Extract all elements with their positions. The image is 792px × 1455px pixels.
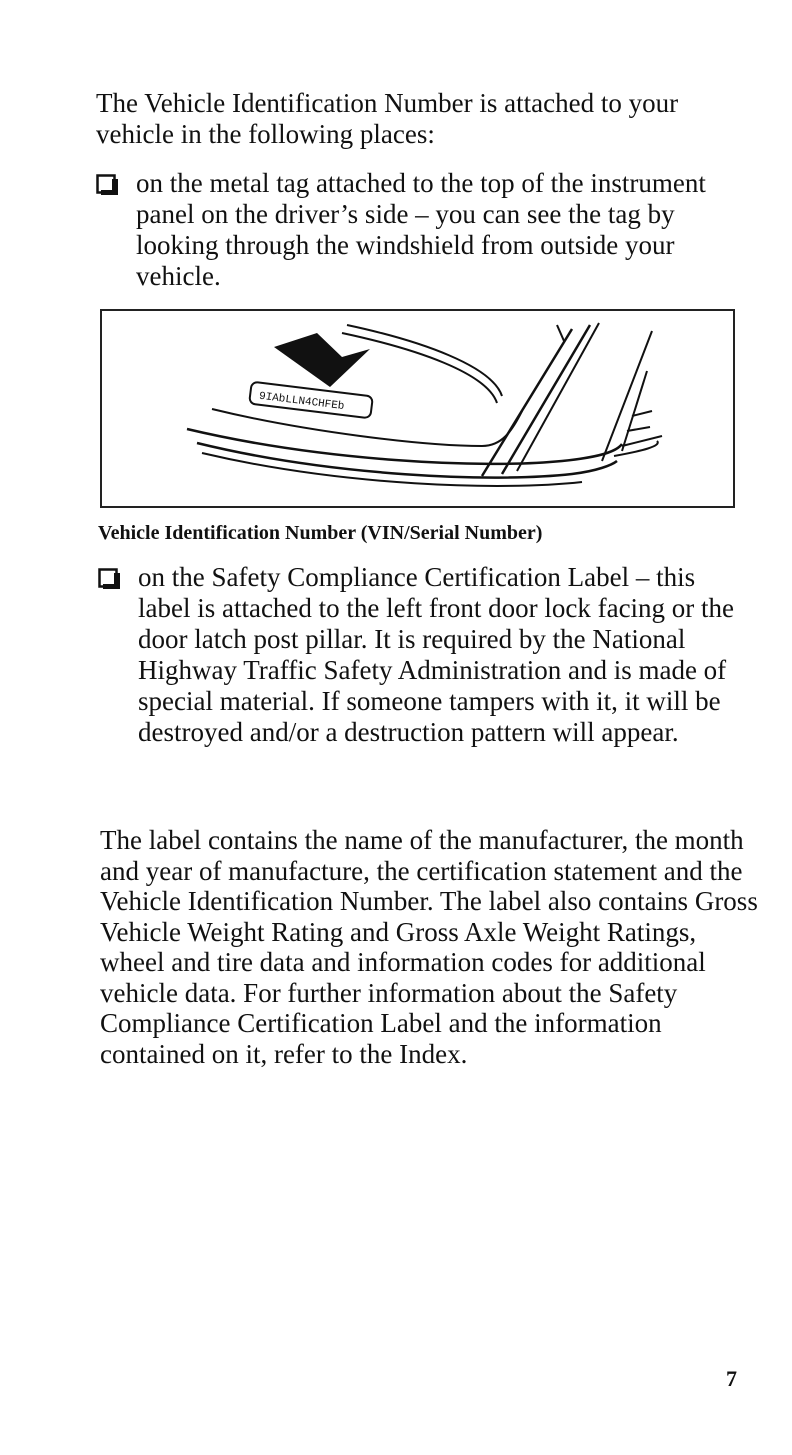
vin-tag-illustration <box>100 309 735 508</box>
list-item-text: on the metal tag attached to the top of the instrument panel on the driver’s side – you can see the tag by looking through the windshield from outside your vehicle. <box>136 168 706 291</box>
checkbox-bullet-icon <box>98 562 126 593</box>
list-item-text: on the Safety Compliance Certification Label – this label is attached to the left front door lock facing or the door latch post pillar. It is required by the National Highway Traffic Safety Administration and is made of special material. If someone tampers with it, it will be destroyed and/or a destruction pattern will appear. <box>138 562 735 747</box>
intro-text: The Vehicle Identification Number is attached to your vehicle in the following places: <box>96 88 679 149</box>
arrow-icon <box>274 333 370 387</box>
windshield-drawing <box>102 311 733 506</box>
figure-caption: Vehicle Identification Number (VIN/Serial Number) <box>98 522 543 544</box>
vin-tag-text: 9IAbLLN4CHFEb <box>258 390 345 414</box>
body-paragraph: The label contains the name of the manufacturer, the month and year of manufacture, the certification statement and the Vehicle Identification Number. The label also contains Gross Vehicle Weight Rating and Gross Axle Weight Ratings, wheel and tire data and information codes for additional vehicle data. For further information about the Safety Compliance Certification Label and the information contained on it, refer to the Index. <box>100 825 758 1069</box>
vin-tag <box>249 382 373 419</box>
list-item <box>98 562 748 748</box>
checkbox-bullet-icon <box>96 168 124 199</box>
list-item <box>96 168 736 292</box>
page-number: 7 <box>726 1366 737 1391</box>
